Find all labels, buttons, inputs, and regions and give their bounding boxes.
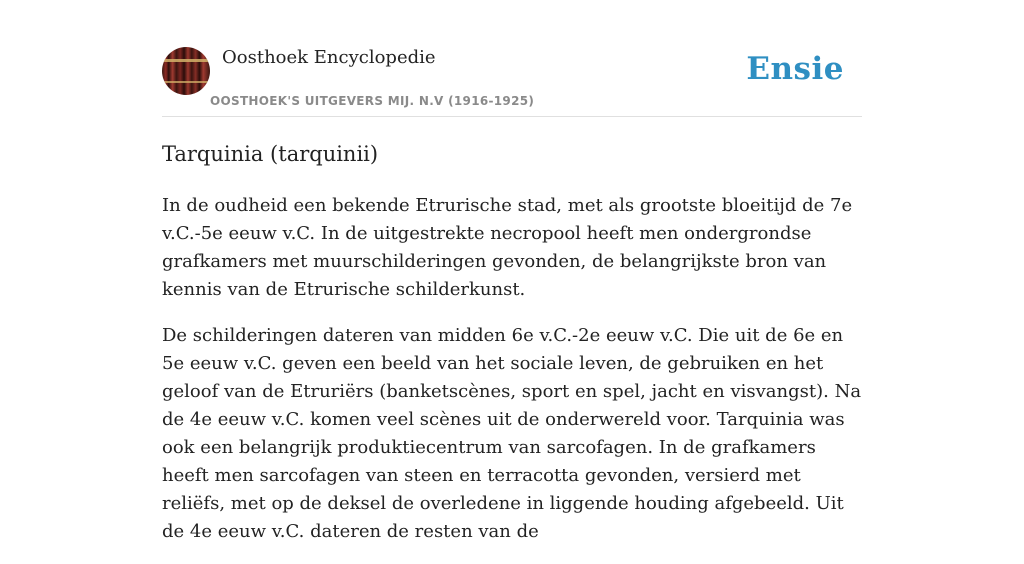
site-title[interactable]: Oosthoek Encyclopedie xyxy=(222,47,436,68)
article-paragraph: In de oudheid een bekende Etrurische stad, met als grootste bloeitijd de 7e v.C.-5e eeuw v.C. In de uitgestrekte necropool heeft men ondergrondse grafkamers met muurschilderingen gevonden, de belangrijkste bron van kennis van de Etrurische schilderkunst. xyxy=(162,195,853,300)
publisher-label: OOSTHOEK'S UITGEVERS MIJ. N.V (1916-1925) xyxy=(210,94,535,108)
site-header xyxy=(162,44,862,117)
book-spine-band xyxy=(162,81,210,83)
ensie-logo[interactable]: Ensie xyxy=(746,51,844,87)
article-title: Tarquinia (tarquinii) xyxy=(162,142,379,166)
book-spine-band xyxy=(162,59,210,62)
encyclopedia-books-avatar[interactable] xyxy=(162,47,210,95)
article-body xyxy=(162,192,862,564)
article-paragraph: De schilderingen dateren van midden 6e v.C.-2e eeuw v.C. Die uit de 6e en 5e eeuw v.C. geven een beeld van het sociale leven, de gebruiken en het geloof van de Etruriërs (banketscènes, sport en spel, jacht en visvangst). Na de 4e eeuw v.C. komen veel scènes uit de onderwereld voor. Tarquinia was ook een belangrijk produktiecentrum van sarcofagen. In de grafkamers heeft men sarcofagen van steen en terracotta gevonden, versierd met reliëfs, met op de deksel de overledene in liggende houding afgebeeld. Uit de 4e eeuw v.C. dateren de resten van de xyxy=(162,325,862,542)
